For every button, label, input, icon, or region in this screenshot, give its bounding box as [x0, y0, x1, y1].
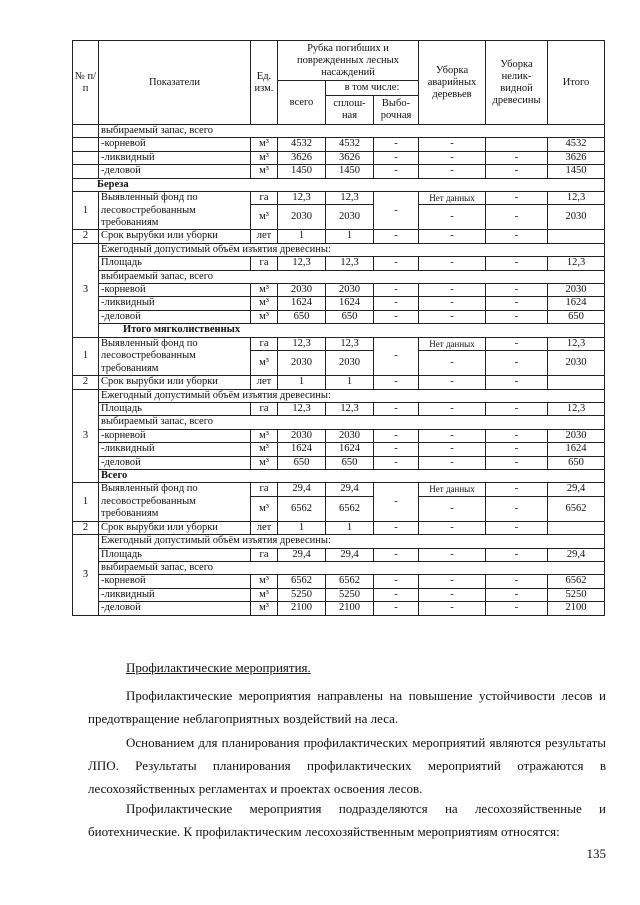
paragraph-line: биотехнические. К профилактическим лесохозяйственным мероприятиям относятся:: [88, 824, 560, 839]
table-cell: 4532: [548, 138, 605, 151]
table-cell: 1450: [326, 165, 374, 178]
table-cell: 650: [278, 310, 326, 323]
table-cell: Выявленный фонд по лесовостребованным требованиям: [99, 192, 251, 230]
table-row: [73, 548, 605, 561]
table-cell: -: [486, 151, 548, 164]
table-cell: -корневой: [99, 429, 251, 442]
paragraph-1: [88, 684, 606, 730]
table-cell: [548, 230, 605, 243]
table-cell: -: [486, 521, 548, 534]
table-cell: -: [374, 230, 419, 243]
table-cell: м³: [251, 165, 278, 178]
table-cell: выбираемый запас, всего: [99, 125, 605, 138]
table-cell: -: [419, 351, 486, 376]
table-row: [73, 602, 605, 615]
table-cell: 6562: [548, 575, 605, 588]
header-selective: Выбо-рочная: [374, 96, 419, 125]
table-cell: -: [486, 351, 548, 376]
table-row: [73, 178, 605, 191]
table-cell: Площадь: [99, 257, 251, 270]
table-cell: м³: [251, 151, 278, 164]
table-cell: 650: [548, 456, 605, 469]
table-cell: 1624: [326, 443, 374, 456]
table-row: [73, 456, 605, 469]
table-cell: 12,3: [548, 337, 605, 350]
table-cell: -корневой: [99, 575, 251, 588]
table-cell: Всего: [99, 469, 605, 482]
table-cell: га: [251, 548, 278, 561]
table-cell: -: [486, 496, 548, 521]
table-cell: 4532: [326, 138, 374, 151]
table-cell: -: [374, 575, 419, 588]
table-cell: -: [486, 257, 548, 270]
table-cell: -: [419, 588, 486, 601]
table-cell: -: [419, 429, 486, 442]
table-cell: 2030: [548, 351, 605, 376]
table-cell: -: [486, 456, 548, 469]
table-cell: -: [374, 376, 419, 389]
paragraph-2: [88, 731, 606, 800]
table-row: [73, 270, 605, 283]
table-row: [73, 469, 605, 482]
table-cell: 12,3: [278, 337, 326, 350]
table-cell: -деловой: [99, 310, 251, 323]
table-cell: 650: [548, 310, 605, 323]
table-row: [73, 310, 605, 323]
table-cell: га: [251, 402, 278, 415]
table-cell: 1624: [278, 443, 326, 456]
table-cell: 3626: [326, 151, 374, 164]
table-cell: 12,3: [326, 337, 374, 350]
table-cell: -ликвидный: [99, 151, 251, 164]
table-row: [73, 151, 605, 164]
table-row: [73, 483, 605, 496]
table-cell: -: [419, 310, 486, 323]
table-cell: 2030: [326, 429, 374, 442]
table-cell: 2030: [278, 205, 326, 230]
table-cell: -: [486, 575, 548, 588]
table-cell: Площадь: [99, 402, 251, 415]
table-cell: лет: [251, 230, 278, 243]
table-cell: -: [486, 337, 548, 350]
table-cell: -: [374, 165, 419, 178]
table-cell: -: [486, 588, 548, 601]
table-cell: -: [486, 483, 548, 496]
table-cell: -: [486, 443, 548, 456]
table-cell: га: [251, 192, 278, 205]
table-cell: 1: [278, 521, 326, 534]
table-cell: 6562: [278, 496, 326, 521]
table-row: [73, 337, 605, 350]
table-cell: м³: [251, 284, 278, 297]
table-cell: -: [374, 429, 419, 442]
header-including: в том числе:: [326, 81, 419, 96]
table-cell: 29,4: [278, 548, 326, 561]
table-cell: 12,3: [278, 402, 326, 415]
table-cell: 1624: [278, 297, 326, 310]
table-cell: 12,3: [326, 192, 374, 205]
table-cell: 29,4: [326, 483, 374, 496]
header-num: № п/п: [73, 41, 99, 125]
table-cell: -: [486, 310, 548, 323]
table-row: [73, 588, 605, 601]
table-cell: 2030: [326, 205, 374, 230]
table-cell: га: [251, 257, 278, 270]
paragraph-line: Основанием для планирования профилактических мероприятий являются результаты: [126, 735, 606, 750]
paragraph-line: Профилактические мероприятия направлены на повышение устойчивости лесов и: [126, 688, 606, 703]
table-cell: 3626: [278, 151, 326, 164]
table-cell: -: [374, 443, 419, 456]
table-cell: 1450: [278, 165, 326, 178]
table-row: [73, 376, 605, 389]
header-felling-group: Рубка погибших и поврежденных лесных насаждений: [278, 41, 419, 81]
table-cell: 2030: [326, 351, 374, 376]
table-cell: га: [251, 483, 278, 496]
table-cell: 12,3: [548, 402, 605, 415]
table-row: [73, 575, 605, 588]
table-cell: 3: [73, 535, 99, 615]
table-cell: -: [419, 456, 486, 469]
table-cell: 2030: [548, 205, 605, 230]
table-cell: 2030: [548, 429, 605, 442]
table-cell: -: [486, 402, 548, 415]
table-cell: -: [486, 602, 548, 615]
table-cell: -: [419, 138, 486, 151]
table-cell: [73, 151, 99, 164]
table-cell: -: [374, 337, 419, 375]
page-number: 135: [586, 846, 606, 861]
table-cell: -: [486, 192, 548, 205]
table-cell: [548, 521, 605, 534]
table-cell: -: [419, 402, 486, 415]
table-cell: -: [374, 192, 419, 230]
table-cell: -: [419, 496, 486, 521]
table-cell: -: [419, 151, 486, 164]
table-cell: -корневой: [99, 138, 251, 151]
table-cell: м³: [251, 351, 278, 376]
table-cell: -: [374, 588, 419, 601]
table-cell: 2030: [548, 284, 605, 297]
table-cell: 5250: [278, 588, 326, 601]
table-cell: -: [374, 257, 419, 270]
table-cell: -деловой: [99, 602, 251, 615]
table-cell: -: [419, 165, 486, 178]
table-cell: 2: [73, 230, 99, 243]
table-cell: 3: [73, 389, 99, 483]
table-cell: -деловой: [99, 456, 251, 469]
table-cell: лет: [251, 521, 278, 534]
table-cell: -: [486, 297, 548, 310]
table-cell: м³: [251, 429, 278, 442]
table-cell: -: [374, 483, 419, 521]
table-cell: м³: [251, 310, 278, 323]
table-cell: 3: [73, 243, 99, 337]
table-cell: -ликвидный: [99, 588, 251, 601]
table-cell: 3626: [548, 151, 605, 164]
table-cell: -: [419, 257, 486, 270]
table-cell: 29,4: [278, 483, 326, 496]
table-cell: 6562: [326, 496, 374, 521]
table-row: [73, 243, 605, 256]
table-cell: 12,3: [278, 192, 326, 205]
table-cell: 1624: [548, 297, 605, 310]
table-cell: -: [374, 151, 419, 164]
table-cell: 4532: [278, 138, 326, 151]
table-cell: Выявленный фонд по лесовостребованным требованиям: [99, 483, 251, 521]
table-cell: 1: [73, 483, 99, 521]
table-cell: -ликвидный: [99, 443, 251, 456]
table-cell: 1450: [548, 165, 605, 178]
table-cell: м³: [251, 496, 278, 521]
table-cell: 2030: [278, 429, 326, 442]
table-cell: 29,4: [548, 548, 605, 561]
table-cell: 6562: [548, 496, 605, 521]
paragraph-line: ЛПО. Результаты планирования профилактических мероприятий отражаются в: [88, 758, 606, 773]
table-cell: 2100: [548, 602, 605, 615]
table-cell: -: [374, 548, 419, 561]
table-row: [73, 165, 605, 178]
header-clear: сплош-ная: [326, 96, 374, 125]
table-row: [73, 535, 605, 548]
table-row: [73, 230, 605, 243]
table-cell: [73, 125, 99, 138]
table-cell: 650: [326, 456, 374, 469]
table-row: [73, 125, 605, 138]
table-cell: м³: [251, 602, 278, 615]
table-cell: Нет данных: [419, 337, 486, 350]
table-cell: Срок вырубки или уборки: [99, 376, 251, 389]
header-indicator: Показатели: [99, 41, 251, 125]
table-cell: -: [419, 443, 486, 456]
table-cell: 12,3: [326, 402, 374, 415]
table-cell: 1624: [548, 443, 605, 456]
table-cell: 5250: [326, 588, 374, 601]
table-cell: -: [374, 310, 419, 323]
table-row: [73, 429, 605, 442]
table-cell: выбираемый запас, всего: [99, 416, 605, 429]
table-cell: м³: [251, 588, 278, 601]
table-cell: [548, 376, 605, 389]
header-itogo: Итого: [548, 41, 605, 125]
header-total: всего: [278, 81, 326, 125]
table-cell: -: [419, 297, 486, 310]
table-cell: м³: [251, 297, 278, 310]
paragraph-line: лесохозяйственных регламентах и проектах освоения лесов.: [88, 781, 423, 796]
table-row: [73, 416, 605, 429]
table-cell: 6562: [326, 575, 374, 588]
table-cell: Береза: [73, 178, 605, 191]
table-cell: 2030: [278, 284, 326, 297]
table-row: [73, 297, 605, 310]
table-cell: лет: [251, 376, 278, 389]
table-cell: Ежегодный допустимый объём изъятия древесины:: [99, 243, 605, 256]
section-title: Профилактические мероприятия.: [126, 660, 311, 675]
table-cell: 2: [73, 376, 99, 389]
table-cell: м³: [251, 443, 278, 456]
table-cell: 650: [278, 456, 326, 469]
table-cell: 1: [326, 230, 374, 243]
table-cell: Ежегодный допустимый объём изъятия древесины:: [99, 389, 605, 402]
table-cell: -: [374, 297, 419, 310]
table-cell: Выявленный фонд по лесовостребованным требованиям: [99, 337, 251, 375]
table-row: [73, 561, 605, 574]
table-cell: 29,4: [548, 483, 605, 496]
forest-felling-table: [72, 40, 605, 616]
table-cell: -деловой: [99, 165, 251, 178]
table-cell: Нет данных: [419, 483, 486, 496]
table-cell: -: [486, 284, 548, 297]
table-cell: -: [486, 230, 548, 243]
table-cell: 2030: [326, 284, 374, 297]
table-cell: Нет данных: [419, 192, 486, 205]
table-cell: 1: [73, 337, 99, 375]
table-cell: м³: [251, 138, 278, 151]
table-cell: 5250: [548, 588, 605, 601]
table-cell: 12,3: [278, 257, 326, 270]
table-cell: 2100: [278, 602, 326, 615]
table-cell: 12,3: [326, 257, 374, 270]
header-unit: Ед. изм.: [251, 41, 278, 125]
table-cell: [73, 138, 99, 151]
table-row: [73, 521, 605, 534]
table-cell: -: [486, 165, 548, 178]
table-cell: -: [419, 548, 486, 561]
table-cell: -: [419, 575, 486, 588]
header-illiquid: Уборка нелик-видной древесины: [486, 41, 548, 125]
table-row: [73, 284, 605, 297]
table-cell: м³: [251, 575, 278, 588]
table-cell: 650: [326, 310, 374, 323]
table-cell: м³: [251, 456, 278, 469]
table-cell: -: [486, 205, 548, 230]
table-cell: -: [419, 521, 486, 534]
table-cell: 12,3: [548, 257, 605, 270]
table-cell: выбираемый запас, всего: [99, 561, 605, 574]
table-cell: 1624: [326, 297, 374, 310]
table-cell: -: [419, 230, 486, 243]
table-cell: -: [374, 284, 419, 297]
table-cell: -: [419, 376, 486, 389]
paragraph-line: Профилактические мероприятия подразделяются на лесохозяйственные и: [126, 801, 606, 816]
table-cell: 2100: [326, 602, 374, 615]
table-cell: -: [419, 602, 486, 615]
table-cell: -корневой: [99, 284, 251, 297]
table-cell: -: [374, 402, 419, 415]
header-emergency: Уборка аварийных деревьев: [419, 41, 486, 125]
table-cell: 29,4: [326, 548, 374, 561]
table-cell: -: [486, 429, 548, 442]
table-cell: -: [486, 376, 548, 389]
table-cell: -: [486, 548, 548, 561]
table-cell: 1: [278, 376, 326, 389]
table-cell: [73, 165, 99, 178]
table-cell: Срок вырубки или уборки: [99, 521, 251, 534]
table-row: [73, 443, 605, 456]
table-cell: -: [419, 284, 486, 297]
table-cell: [486, 138, 548, 151]
table-row: [73, 192, 605, 205]
table-cell: 6562: [278, 575, 326, 588]
table-row: [73, 257, 605, 270]
table-row: [73, 324, 605, 337]
paragraph-line: предотвращение неблагоприятных воздействий на леса.: [88, 711, 399, 726]
table-cell: -: [374, 521, 419, 534]
table-body: [73, 125, 605, 616]
table-cell: 1: [278, 230, 326, 243]
table-cell: Ежегодный допустимый объём изъятия древесины:: [99, 535, 605, 548]
table-row: [73, 389, 605, 402]
table-cell: -ликвидный: [99, 297, 251, 310]
table-cell: Итого мягколиственных: [99, 324, 605, 337]
table-cell: Площадь: [99, 548, 251, 561]
table-cell: -: [374, 456, 419, 469]
table-row: [73, 402, 605, 415]
table-cell: м³: [251, 205, 278, 230]
table-cell: -: [374, 602, 419, 615]
table-cell: 2: [73, 521, 99, 534]
table-cell: 12,3: [548, 192, 605, 205]
table-cell: 1: [326, 376, 374, 389]
paragraph-3: [88, 797, 606, 843]
table-cell: выбираемый запас, всего: [99, 270, 605, 283]
table-cell: -: [419, 205, 486, 230]
table-row: [73, 138, 605, 151]
table-cell: 2030: [278, 351, 326, 376]
table-cell: -: [374, 138, 419, 151]
table-cell: га: [251, 337, 278, 350]
table-cell: 1: [73, 192, 99, 230]
table-cell: 1: [326, 521, 374, 534]
table-cell: Срок вырубки или уборки: [99, 230, 251, 243]
